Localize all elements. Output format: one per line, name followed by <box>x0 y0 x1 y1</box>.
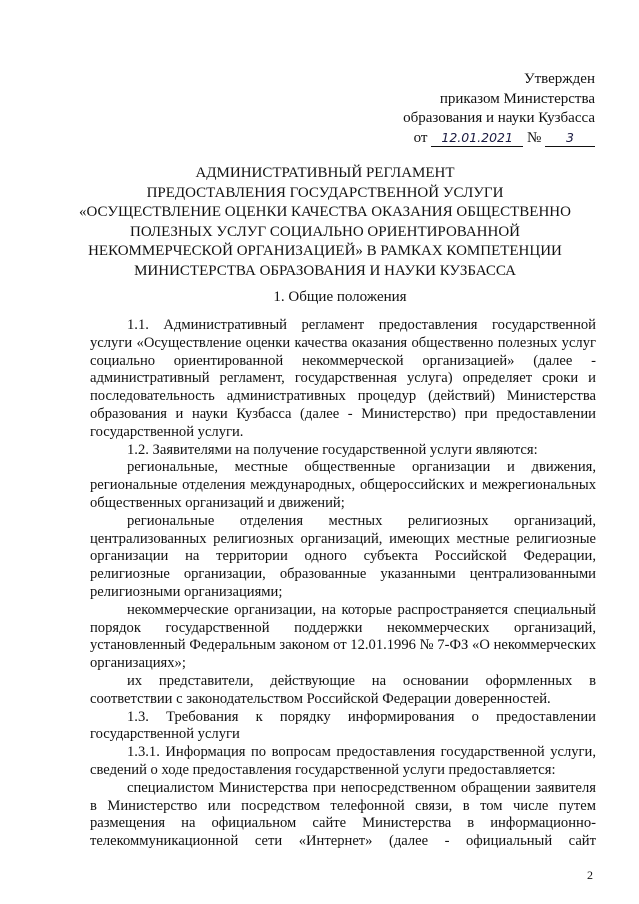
approval-order-line <box>335 129 595 149</box>
title-line-2: ПРЕДОСТАВЛЕНИЯ ГОСУДАРСТВЕННОЙ УСЛУГИ <box>146 184 504 201</box>
paragraph-specialist: специалистом Министерства при непосредственном обращении заявителя в Министерство или посредством телефонной связи, в том числе путем размещения на официальном сайте Министерства в информационно-телекоммуникационной сети «Интернет» (далее - официальный сайт <box>90 779 596 850</box>
document-body <box>90 317 596 851</box>
title-line-6: МИНИСТЕРСТВА ОБРАЗОВАНИЯ И НАУКИ КУЗБАССА <box>134 262 516 279</box>
paragraph-1-3-1: 1.3.1. Информация по вопросам предоставления государственной услуги, сведений о ходе предоставления государственной услуги предоставляется: <box>90 744 596 778</box>
paragraph-applicants-4: их представители, действующие на основании оформленных в соответствии с законодательством Российской Федерации доверенностей. <box>90 672 596 707</box>
paragraph-1-2: 1.2. Заявителями на получение государственной услуги являются: <box>127 441 538 458</box>
paragraph-1-3: 1.3. Требования к порядку информирования о предоставлении государственной услуги <box>90 708 596 743</box>
handwritten-date: 12.01.2021 <box>431 130 523 147</box>
paragraph-1-1: 1.1. Административный регламент предоставления государственной услуги «Осуществление оценки качества оказания общественно полезных услуг социально ориентированной некоммерческой организацией» (далее - административный регламент, государственная услуга) определяет сроки и последовательность административных процедур (действий) Министерства образования и науки Кузбасса (далее - Министерство) при предоставлении государственной услуги. <box>90 317 596 440</box>
title-line-1: АДМИНИСТРАТИВНЫЙ РЕГЛАМЕНТ <box>195 165 455 181</box>
approval-stamp-block <box>335 70 595 148</box>
document-title <box>60 164 590 282</box>
section-heading: 1. Общие положения <box>273 289 407 305</box>
paragraph-applicants-1: региональные, местные общественные организации и движения, региональные отделения международных, общероссийских и межрегиональных общественных организаций и движений; <box>90 459 596 511</box>
title-line-4: ПОЛЕЗНЫХ УСЛУГ СОЦИАЛЬНО ОРИЕНТИРОВАННОЙ <box>129 223 521 240</box>
handwritten-number: 3 <box>545 130 595 147</box>
page-number: 2 <box>587 868 593 882</box>
number-label: № <box>526 129 542 146</box>
paragraph-applicants-2: региональные отделения местных религиозных организаций, централизованных религиозных организаций, имеющих местные религиозные организации на территории одного субъекта Российской Федерации, религиозные организации, образованные указанными централизованными религиозными организациями; <box>90 512 596 600</box>
paragraph-applicants-3: некоммерческие организации, на которые распространяется специальный порядок государственной поддержки некоммерческих организаций, установленный Федеральным законом от 12.01.1996 № 7-ФЗ «О некоммерческих организациях»; <box>90 601 596 672</box>
approval-line-1: Утвержден <box>523 71 595 87</box>
approval-line-2: приказом Министерства <box>439 90 595 107</box>
title-line-3: «ОСУЩЕСТВЛЕНИЕ ОЦЕНКИ КАЧЕСТВА ОКАЗАНИЯ ОБЩЕСТВЕННО <box>79 204 571 221</box>
title-line-5: НЕКОММЕРЧЕСКОЙ ОРГАНИЗАЦИЕЙ» В РАМКАХ КОМПЕТЕНЦИИ <box>88 243 562 260</box>
approval-line-3: образования и науки Кузбасса <box>403 110 595 126</box>
from-label: от <box>413 129 428 146</box>
